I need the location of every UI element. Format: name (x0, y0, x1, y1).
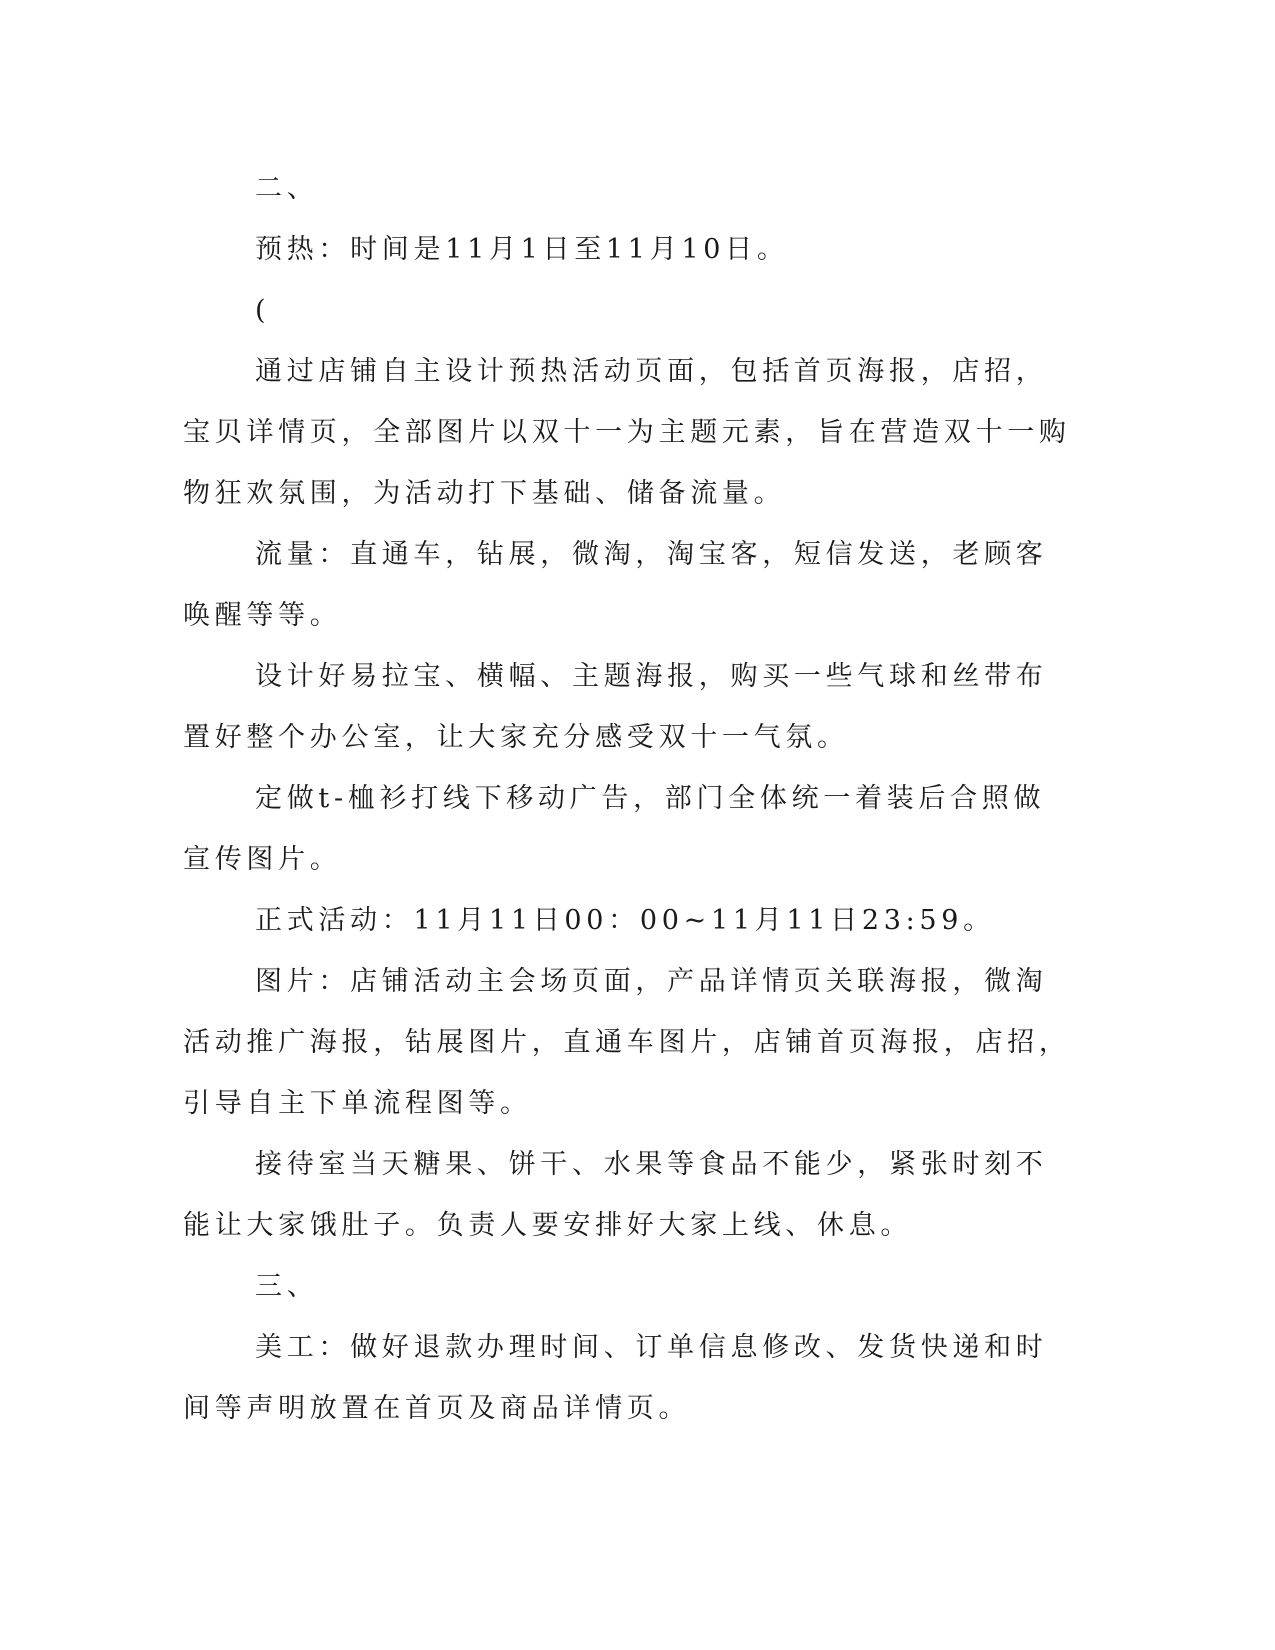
paragraph-traffic: 流量：直通车，钻展，微淘，淘宝客，短信发送，老顾客唤醒等等。 (183, 539, 1048, 631)
paragraph-official-event: 正式活动：11月11日00：00~11月11日23:59。 (255, 905, 995, 936)
paragraph-store-design: 通过店铺自主设计预热活动页面，包括首页海报，店招，宝贝详情页，全部图片以双十一为主题元素，旨在营造双十一购物狂欢氛围，为活动打下基础、储备流量。 (183, 356, 1071, 509)
paragraph-preheat-time: 预热：时间是11月1日至11月10日。 (255, 234, 789, 265)
paragraph-office-decoration: 设计好易拉宝、横幅、主题海报，购买一些气球和丝带布置好整个办公室，让大家充分感受双十一气氛。 (183, 661, 1048, 753)
section-heading-two: 二、 (255, 173, 319, 204)
document-body (183, 158, 1073, 1439)
paragraph-bracket: ( (255, 295, 271, 326)
section-heading-three: 三、 (255, 1271, 319, 1302)
paragraph-artwork: 美工：做好退款办理时间、订单信息修改、发货快递和时间等声明放置在首页及商品详情页。 (183, 1332, 1048, 1424)
paragraph-images: 图片：店铺活动主会场页面，产品详情页关联海报，微淘活动推广海报，钻展图片，直通车图片，店铺首页海报，店招，引导自主下单流程图等。 (183, 966, 1071, 1119)
paragraph-tshirt-ads: 定做t-桖衫打线下移动广告，部门全体统一着装后合照做宣传图片。 (183, 783, 1046, 875)
paragraph-reception-room: 接待室当天糖果、饼干、水果等食品不能少，紧张时刻不能让大家饿肚子。负责人要安排好大家上线、休息。 (183, 1149, 1048, 1241)
